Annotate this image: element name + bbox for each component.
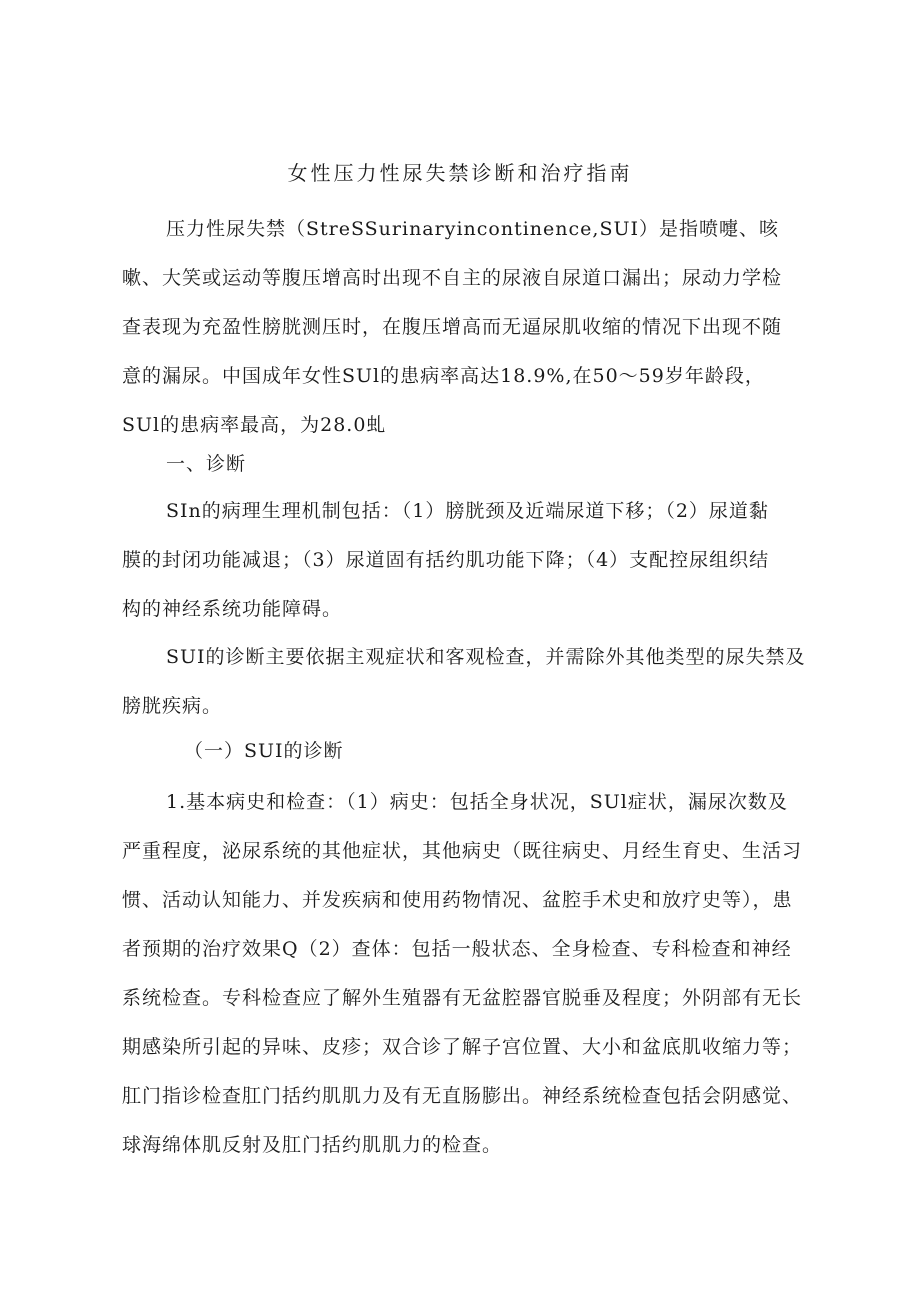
text-line: 嗽、大笑或运动等腹压增高时出现不自主的尿液自尿道口漏出；尿动力学检 <box>122 267 783 289</box>
text-line: 严重程度，泌尿系统的其他症状，其他病史（既往病史、月经生育史、生活习 <box>122 840 803 862</box>
history-exam-paragraph <box>122 778 822 1170</box>
heading-line: （一）SUI的诊断 <box>184 740 344 762</box>
text-line: 系统检查。专科检查应了解外生殖器有无盆腔器官脱垂及程度；外阴部有无长 <box>122 987 803 1009</box>
text-line: 者预期的治疗效果Q（2）查体：包括一般状态、全身检查、专科检查和神经 <box>122 938 792 960</box>
text-line: 1.基本病史和检查：（1）病史：包括全身状况，SUl症状，漏尿次数及 <box>166 791 788 813</box>
text-line: SIn的病理生理机制包括：（1）膀胱颈及近端尿道下移；（2）尿道黏 <box>166 500 769 522</box>
subsection-heading-sui-diagnosis <box>122 727 822 776</box>
pathophysiology-paragraph <box>122 487 822 634</box>
section-heading-diagnosis <box>122 440 822 489</box>
text-line: 膀胱疾病。 <box>122 695 223 717</box>
heading-line: 一、诊断 <box>166 453 247 475</box>
diagnosis-basis-paragraph <box>122 633 822 731</box>
text-line: 膜的封闭功能减退；（3）尿道固有括约肌功能下降；（4）支配控尿组织结 <box>122 549 770 571</box>
text-line: 惯、活动认知能力、并发疾病和使用药物情况、盆腔手术史和放疗史等），患 <box>122 889 793 911</box>
text-line: SUl的患病率最高，为28.0虬 <box>122 414 387 436</box>
text-line: 意的漏尿。中国成年女性SUl的患病率高达18.9%,在50～59岁年龄段， <box>122 365 765 387</box>
text-line: 构的神经系统功能障碍。 <box>122 598 343 620</box>
document-title: 女性压力性尿失禁诊断和治疗指南 <box>287 161 633 185</box>
text-line: SUI的诊断主要依据主观症状和客观检查，并需除外其他类型的尿失禁及 <box>166 646 806 668</box>
text-line: 球海绵体肌反射及肛门括约肌肌力的检查。 <box>122 1134 503 1156</box>
text-line: 期感染所引起的异味、皮疹；双合诊了解子宫位置、大小和盆底肌收缩力等； <box>122 1036 803 1058</box>
text-line: 查表现为充盈性膀胱测压时，在腹压增高而无逼尿肌收缩的情况下出现不随 <box>122 316 783 338</box>
intro-paragraph <box>122 205 822 450</box>
text-line: 压力性尿失禁（StreSSurinaryincontinence,SUI）是指喷嚏、咳 <box>166 218 779 240</box>
text-line: 肛门指诊检查肛门括约肌肌力及有无直肠膨出。神经系统检查包括会阴感觉、 <box>122 1085 803 1107</box>
